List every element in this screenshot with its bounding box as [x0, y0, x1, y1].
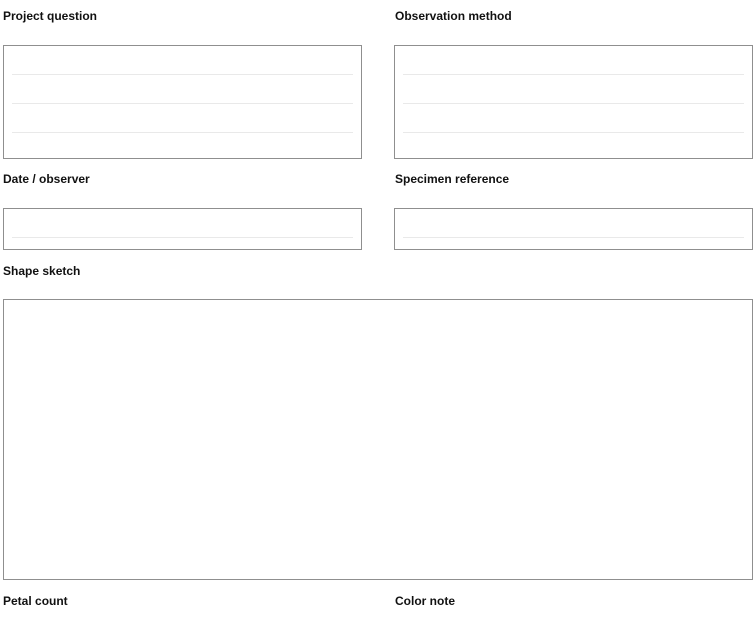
- writing-line: [12, 103, 353, 104]
- shape-sketch-area[interactable]: [3, 299, 753, 580]
- observation-method-label: Observation method: [395, 9, 512, 23]
- date-observer-field[interactable]: [3, 208, 362, 250]
- shape-sketch-label: Shape sketch: [3, 264, 81, 278]
- writing-line: [403, 74, 744, 75]
- project-question-label: Project question: [3, 9, 98, 23]
- specimen-reference-field[interactable]: [394, 208, 753, 250]
- petal-count-label: Petal count: [3, 594, 68, 608]
- color-note-label: Color note: [395, 594, 455, 608]
- observation-method-field[interactable]: [394, 45, 753, 159]
- writing-line: [403, 237, 744, 238]
- writing-line: [403, 132, 744, 133]
- writing-line: [12, 237, 353, 238]
- date-observer-label: Date / observer: [3, 172, 90, 186]
- writing-line: [403, 103, 744, 104]
- writing-line: [12, 74, 353, 75]
- specimen-reference-label: Specimen reference: [395, 172, 510, 186]
- writing-line: [12, 132, 353, 133]
- project-question-field[interactable]: [3, 45, 362, 159]
